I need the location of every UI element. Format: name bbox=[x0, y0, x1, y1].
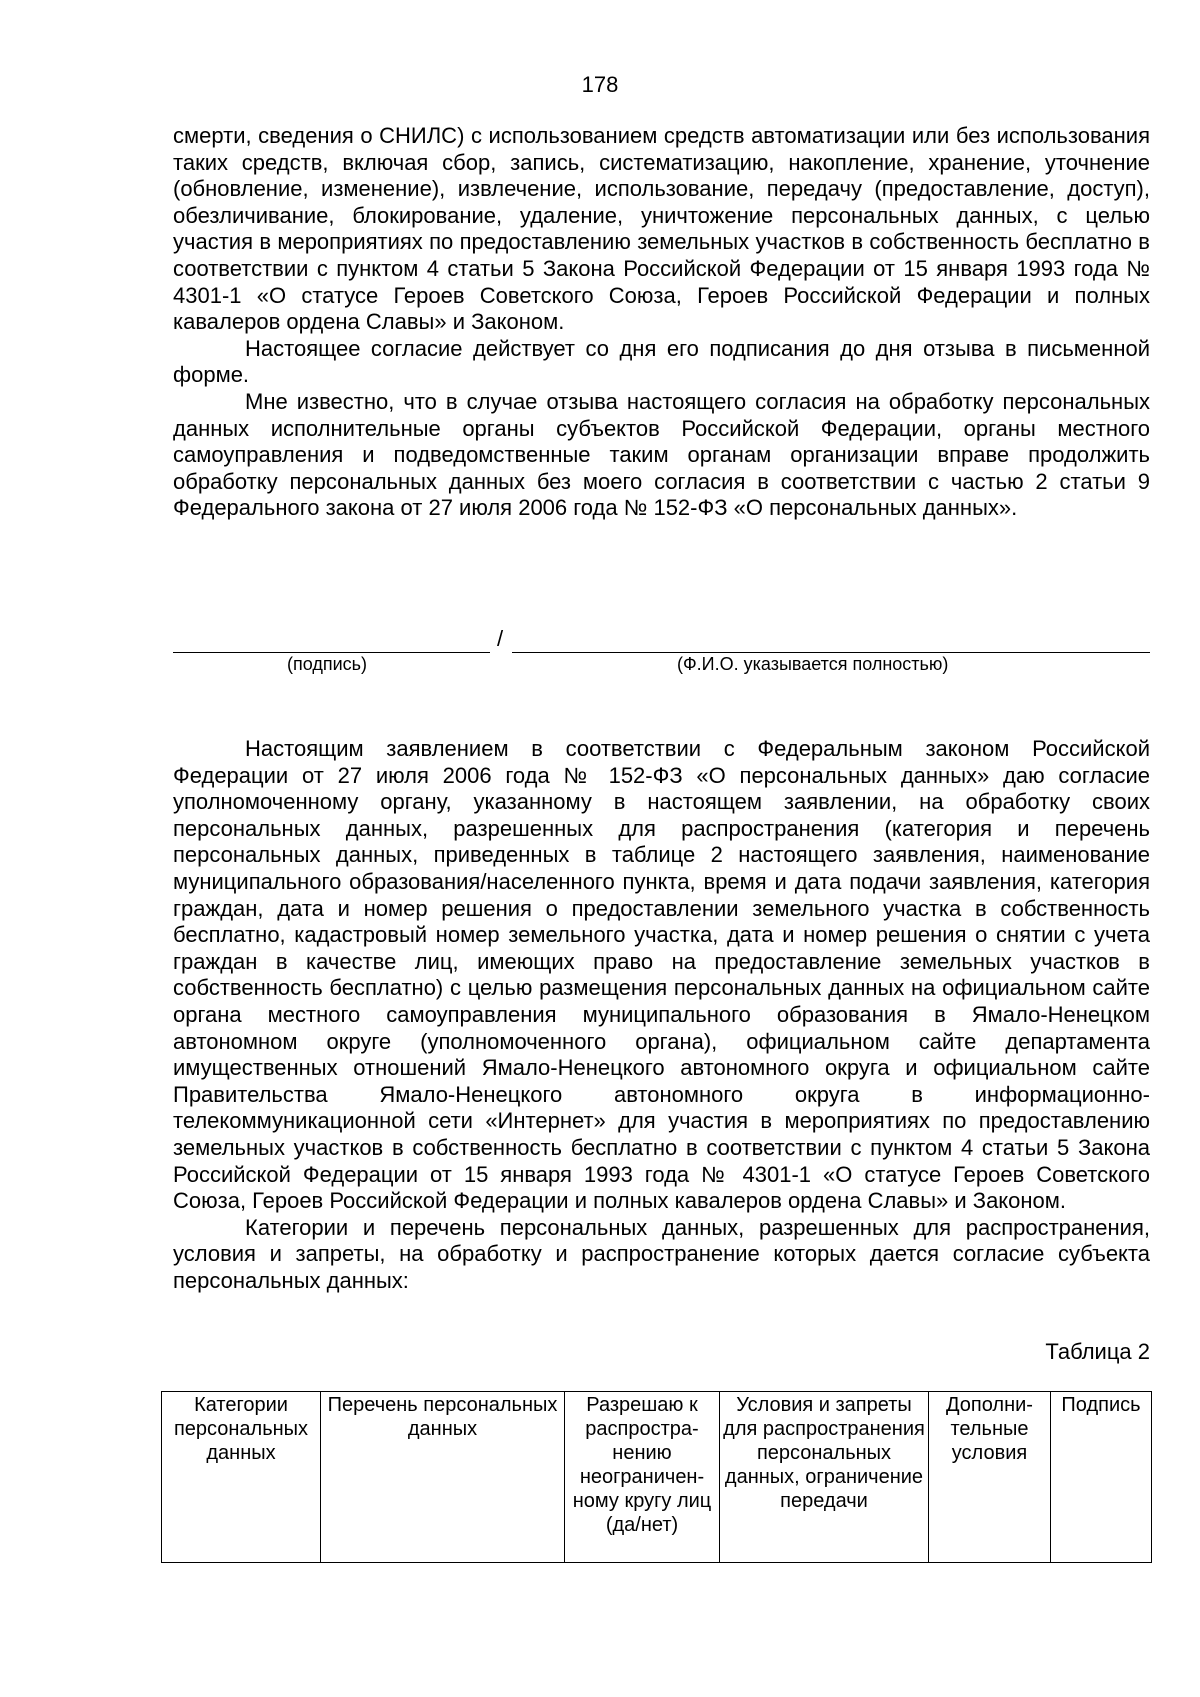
consent-text-top bbox=[173, 123, 1150, 522]
header-categories: Категории персональных данных bbox=[162, 1392, 321, 1563]
paragraph-categories-intro: Категории и перечень персональных данных, разрешенных для распространения, условия и запреты, на обработку и распространение которых дается согласие субъекта персональных данных: bbox=[173, 1214, 1150, 1293]
personal-data-table bbox=[161, 1391, 1152, 1563]
header-data-list: Перечень персональных данных bbox=[321, 1392, 565, 1563]
full-name-line[interactable] bbox=[512, 652, 1150, 653]
signature-separator: / bbox=[497, 626, 504, 651]
header-additional-conditions: Дополни-тельные условия bbox=[929, 1392, 1051, 1563]
header-signature: Подпись bbox=[1051, 1392, 1152, 1563]
consent-text-bottom bbox=[173, 736, 1150, 1294]
signature-caption: (подпись) bbox=[287, 654, 368, 674]
paragraph-processing-scope: смерти, сведения о СНИЛС) с использованием средств автоматизации или без использования таких средств, включая сбор, запись, систематизацию, накопление, хранение, уточнение (обновление, изменение), извлечение, использование, передачу (предоставление, доступ), обезличивание, блокирование, удаление, уничтожение персональных данных, с целью участия в мероприятиях по предоставлению земельных участков в собственность бесплатно в соответствии с пунктом 4 статьи 5 Закона Российской Федерации от 15 января 1993 года № 4301-1 «О статусе Героев Советского Союза, Героев Российской Федерации и полных кавалеров ордена Славы» и Законом. bbox=[173, 123, 1150, 335]
paragraph-revocation: Мне известно, что в случае отзыва настоящего согласия на обработку персональных данных исполнительные органы субъектов Российской Федерации, органы местного самоуправления и подведомственные таким органам организации вправе продолжить обработку персональных данных без моего согласия в соответствии с частью 2 статьи 9 Федерального закона от 27 июля 2006 года № 152-ФЗ «О персональных данных». bbox=[173, 388, 1150, 521]
signature-line[interactable] bbox=[173, 652, 490, 653]
paragraph-validity: Настоящее согласие действует со дня его подписания до дня отзыва в письменной форме. bbox=[173, 335, 1150, 388]
table-caption: Таблица 2 bbox=[1045, 1339, 1150, 1364]
table-header-row bbox=[162, 1392, 1152, 1563]
page-number: 178 bbox=[581, 72, 619, 97]
full-name-caption: (Ф.И.О. указывается полностью) bbox=[677, 654, 949, 674]
header-permission: Разрешаю к распростра-нению неограничен-ному кругу лиц (да/нет) bbox=[565, 1392, 720, 1563]
header-conditions: Условия и запреты для распространения персональных данных, ограничение передачи bbox=[720, 1392, 929, 1563]
paragraph-distribution-consent: Настоящим заявлением в соответствии с Федеральным законом Российской Федерации от 27 июля 2006 года № 152-ФЗ «О персональных данных» даю согласие уполномоченному органу, указанному в настоящем заявлении, на обработку своих персональных данных, разрешенных для распространения (категория и перечень персональных данных, приведенных в таблице 2 настоящего заявления, наименование муниципального образования/населенного пункта, время и дата подачи заявления, категория граждан, дата и номер решения о предоставлении земельного участка в собственность бесплатно, кадастровый номер земельного участка, дата и номер решения о снятии с учета граждан в качестве лиц, имеющих право на предоставление земельных участков в собственность бесплатно) с целью размещения персональных данных на официальном сайте органа местного самоуправления муниципального образования в Ямало-Ненецком автономном округе (уполномоченного органа), официальном сайте департамента имущественных отношений Ямало-Ненецкого автономного округа и официальном сайте Правительства Ямало-Ненецкого автономного округа в информационно-телекоммуникационной сети «Интернет» для участия в мероприятиях по предоставлению земельных участков в собственность бесплатно в соответствии с пунктом 4 статьи 5 Закона Российской Федерации от 15 января 1993 года № 4301-1 «О статусе Героев Советского Союза, Героев Российской Федерации и полных кавалеров ордена Славы» и Законом. bbox=[173, 736, 1150, 1214]
